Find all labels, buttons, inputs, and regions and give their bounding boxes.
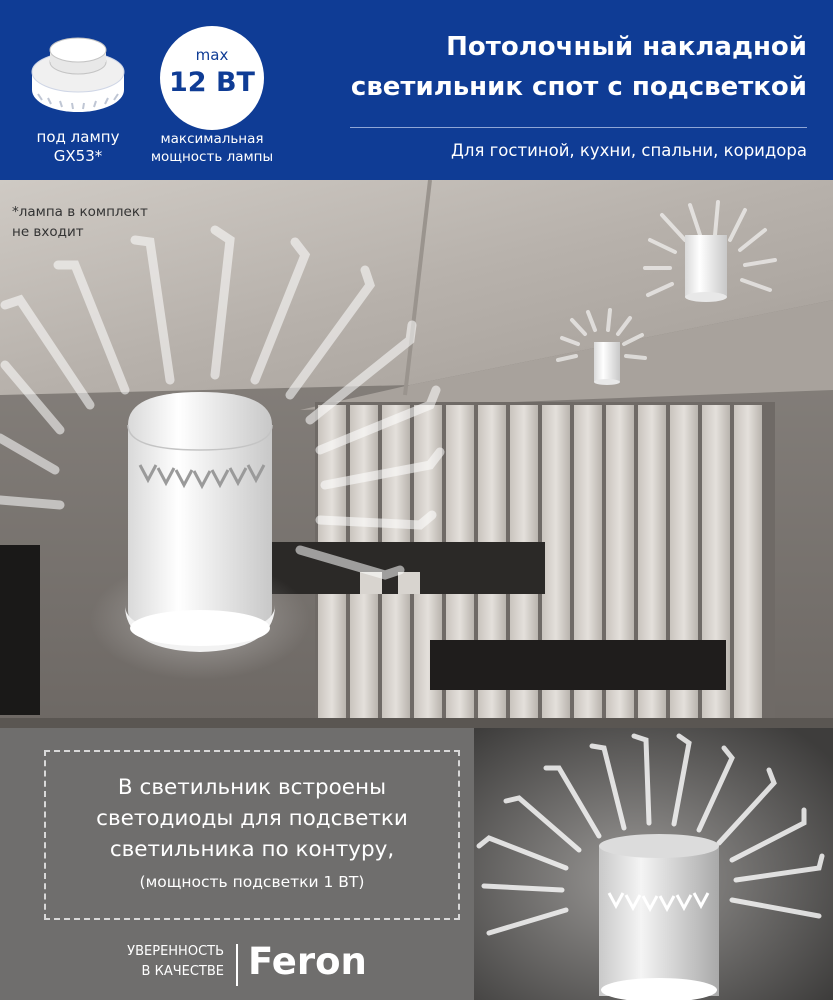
backlight-closeup-photo xyxy=(474,728,833,1000)
max-power-caption xyxy=(138,130,286,166)
max-power-badge xyxy=(160,26,264,130)
backlight-info-box xyxy=(44,750,460,920)
gx53-lamp-icon xyxy=(28,28,128,123)
max-caption-line2: мощность лампы xyxy=(150,149,274,165)
info-line1: В светильник встроены xyxy=(117,775,387,800)
room-photo xyxy=(0,180,833,728)
info-text xyxy=(56,772,448,865)
lamp-caption-line2: GX53* xyxy=(53,147,103,165)
max-caption-line1: максимальная xyxy=(160,131,264,147)
max-value: 12 ВТ xyxy=(169,67,255,98)
info-line3: светильника по контуру, xyxy=(109,837,395,862)
tagline-line2: В КАЧЕСТВЕ xyxy=(141,964,224,979)
tagline-line1: УВЕРЕННОСТЬ xyxy=(127,944,224,959)
backlight-power-note: (мощность подсветки 1 ВТ) xyxy=(139,873,365,891)
lamp-caption-line1: под лампу xyxy=(36,128,120,146)
brand-tagline xyxy=(98,942,224,982)
brand-divider xyxy=(236,944,238,986)
info-line2: светодиоды для подсветки xyxy=(96,806,408,831)
product-subtitle: Для гостиной, кухни, спальни, коридора xyxy=(451,141,807,160)
room-illustration xyxy=(0,180,833,728)
header-banner xyxy=(0,0,833,180)
feron-logo: Feron xyxy=(248,940,367,983)
title-line1: Потолочный накладной xyxy=(446,32,807,62)
note-line2: не входит xyxy=(12,224,84,240)
bottom-section xyxy=(0,728,833,1000)
note-line1: *лампа в комплект xyxy=(12,204,148,220)
title-line2: светильник спот с подсветкой xyxy=(350,72,807,102)
product-title xyxy=(267,27,807,107)
max-label: max xyxy=(195,46,229,64)
lamp-type-caption xyxy=(14,128,142,166)
title-divider xyxy=(350,127,807,128)
lamp-not-included-note xyxy=(12,202,148,242)
